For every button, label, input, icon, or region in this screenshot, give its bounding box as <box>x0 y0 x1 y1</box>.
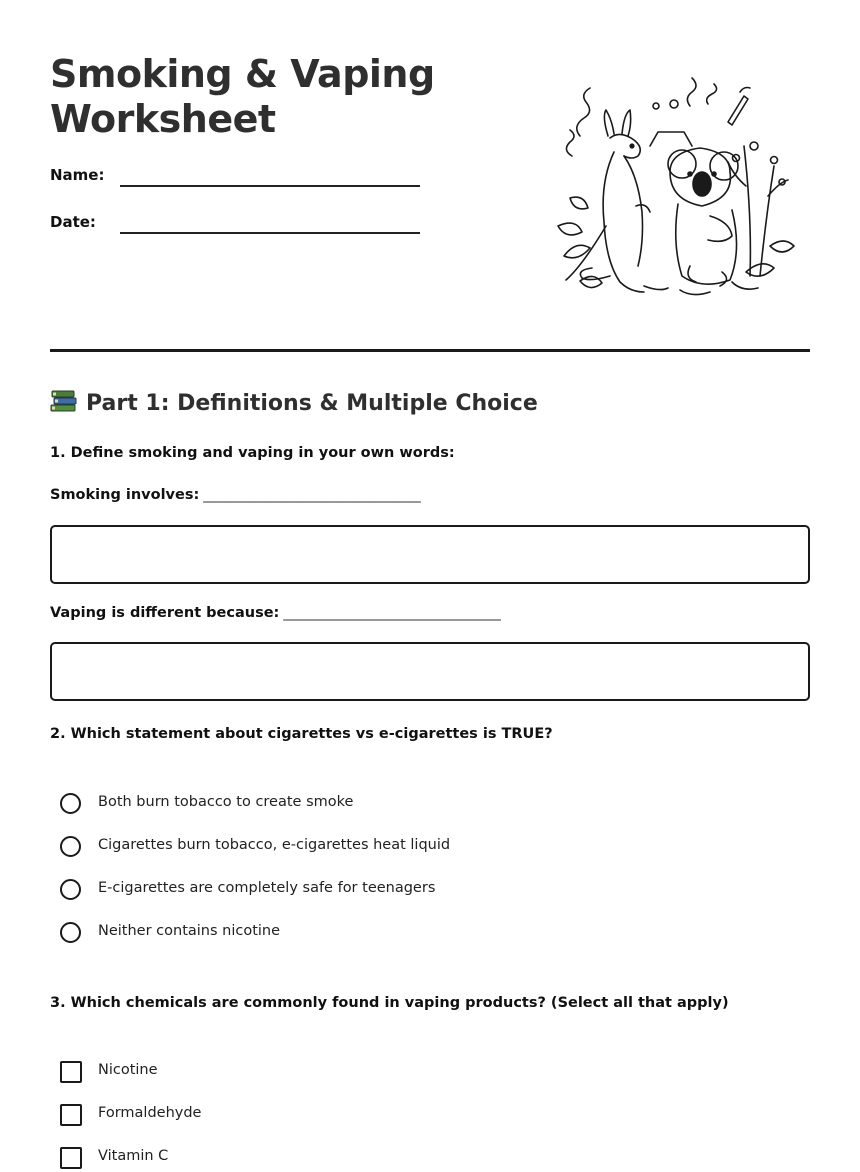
q3-option-label: Nicotine <box>98 1062 158 1078</box>
q3-option[interactable] <box>60 1060 760 1086</box>
checkbox[interactable] <box>60 1104 82 1126</box>
title-line-2: Worksheet <box>50 97 276 141</box>
worksheet-title <box>50 52 435 142</box>
kangaroo-koala-illustration <box>550 76 800 304</box>
question-1: 1. Define smoking and vaping in your own words: <box>50 445 455 461</box>
q2-option-label: E-cigarettes are completely safe for teenagers <box>98 880 436 896</box>
name-input[interactable] <box>120 164 420 187</box>
smoking-answer-box[interactable] <box>50 525 810 584</box>
q2-option-label: Both burn tobacco to create smoke <box>98 794 354 810</box>
vaping-prompt <box>50 605 501 621</box>
q2-option-label: Neither contains nicotine <box>98 923 281 939</box>
q3-option[interactable] <box>60 1146 760 1172</box>
part1-title <box>50 388 538 416</box>
radio-button[interactable] <box>60 922 81 943</box>
checkbox[interactable] <box>60 1147 82 1169</box>
name-field-row <box>50 164 420 188</box>
q2-option[interactable] <box>60 792 760 818</box>
books-icon <box>50 388 78 414</box>
q3-option-label: Vitamin C <box>98 1148 169 1164</box>
q3-option[interactable] <box>60 1103 760 1129</box>
header-divider <box>50 349 810 352</box>
radio-button[interactable] <box>60 879 81 900</box>
q2-option[interactable] <box>60 835 760 861</box>
q3-option-label: Formaldehyde <box>98 1105 202 1121</box>
vaping-blank: ______________________________ <box>283 605 501 621</box>
title-line-1: Smoking & Vaping <box>50 52 435 96</box>
smoking-blank: ______________________________ <box>203 487 421 503</box>
question-2: 2. Which statement about cigarettes vs e-cigarettes is TRUE? <box>50 726 553 742</box>
vaping-prompt-label: Vaping is different because: <box>50 605 280 621</box>
vaping-answer-box[interactable] <box>50 642 810 701</box>
worksheet-page <box>50 0 810 1164</box>
q2-option[interactable] <box>60 878 760 904</box>
q2-option[interactable] <box>60 921 760 947</box>
smoking-prompt <box>50 487 421 503</box>
date-label: Date: <box>50 213 96 231</box>
question-3: 3. Which chemicals are commonly found in vaping products? (Select all that apply) <box>50 995 729 1011</box>
date-field-row <box>50 211 420 235</box>
radio-button[interactable] <box>60 793 81 814</box>
name-label: Name: <box>50 166 105 184</box>
worksheet-header <box>50 0 810 352</box>
part1-title-text: Part 1: Definitions & Multiple Choice <box>86 391 538 416</box>
radio-button[interactable] <box>60 836 81 857</box>
q2-option-label: Cigarettes burn tobacco, e-cigarettes heat liquid <box>98 837 451 853</box>
checkbox[interactable] <box>60 1061 82 1083</box>
date-input[interactable] <box>120 211 420 234</box>
smoking-prompt-label: Smoking involves: <box>50 487 200 503</box>
